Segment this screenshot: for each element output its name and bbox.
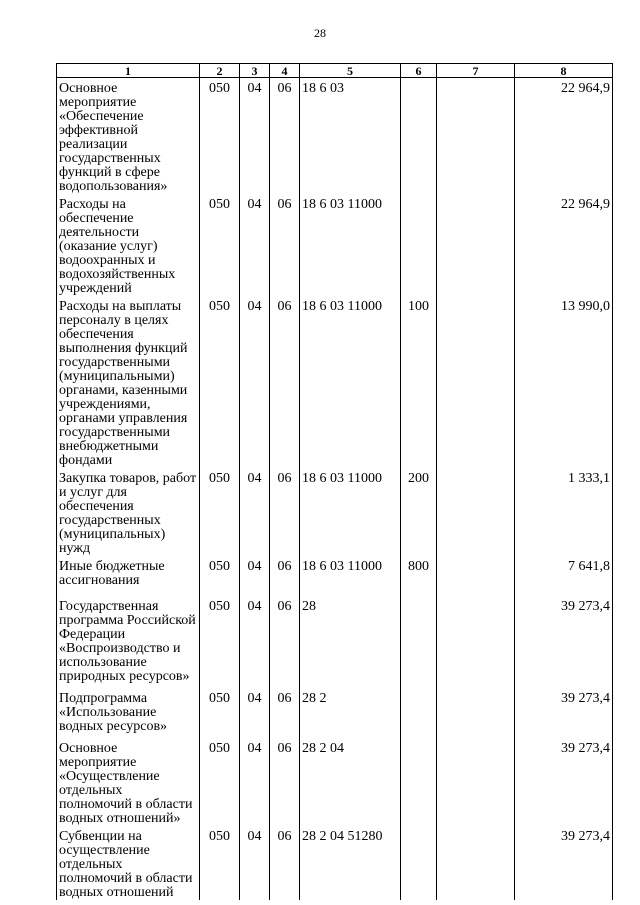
row-vr <box>401 826 437 900</box>
row-name: Подпрограмма «Использование водных ресурсов» <box>57 688 200 738</box>
row-sum: 39 273,4 <box>515 596 613 688</box>
table-row <box>57 556 613 596</box>
row-col7 <box>437 78 515 195</box>
row-csr: 28 <box>300 596 401 688</box>
row-ministry: 050 <box>200 826 240 900</box>
header-cell: 8 <box>515 64 613 78</box>
row-subsection: 06 <box>270 194 300 296</box>
row-csr: 18 6 03 11000 <box>300 194 401 296</box>
row-col7 <box>437 468 515 556</box>
row-csr: 18 6 03 11000 <box>300 468 401 556</box>
row-name: Иные бюджетные ассигнования <box>57 556 200 596</box>
row-col7 <box>437 738 515 826</box>
row-sum: 39 273,4 <box>515 826 613 900</box>
row-col7 <box>437 826 515 900</box>
row-name: Основное мероприятие «Осуществление отдельных полномочий в области водных отношений» <box>57 738 200 826</box>
row-col7 <box>437 688 515 738</box>
row-section: 04 <box>240 468 270 556</box>
row-vr: 200 <box>401 468 437 556</box>
row-ministry: 050 <box>200 596 240 688</box>
row-sum: 13 990,0 <box>515 296 613 468</box>
row-ministry: 050 <box>200 738 240 826</box>
row-subsection: 06 <box>270 596 300 688</box>
row-sum: 1 333,1 <box>515 468 613 556</box>
row-csr: 18 6 03 11000 <box>300 296 401 468</box>
row-col7 <box>437 596 515 688</box>
row-subsection: 06 <box>270 688 300 738</box>
row-col7 <box>437 296 515 468</box>
header-cell: 5 <box>300 64 401 78</box>
header-row <box>57 64 613 78</box>
row-csr: 28 2 04 51280 <box>300 826 401 900</box>
table-row <box>57 78 613 195</box>
row-vr <box>401 688 437 738</box>
row-subsection: 06 <box>270 556 300 596</box>
row-section: 04 <box>240 738 270 826</box>
row-subsection: 06 <box>270 468 300 556</box>
row-section: 04 <box>240 688 270 738</box>
row-ministry: 050 <box>200 556 240 596</box>
table-row <box>57 296 613 468</box>
row-name: Государственная программа Российской Федерации «Воспроизводство и использование природных ресурсов» <box>57 596 200 688</box>
row-vr <box>401 78 437 195</box>
row-subsection: 06 <box>270 826 300 900</box>
row-csr: 18 6 03 11000 <box>300 556 401 596</box>
row-csr: 28 2 <box>300 688 401 738</box>
row-name: Расходы на выплаты персоналу в целях обеспечения выполнения функций государственными (муниципальными) органами, казенными учреждениями, органами управления государственными внебюджетными фондами <box>57 296 200 468</box>
table-row <box>57 596 613 688</box>
header-cell: 4 <box>270 64 300 78</box>
page-number: 28 <box>314 26 326 40</box>
header-cell: 3 <box>240 64 270 78</box>
row-csr: 28 2 04 <box>300 738 401 826</box>
table-row <box>57 688 613 738</box>
row-vr <box>401 194 437 296</box>
row-section: 04 <box>240 556 270 596</box>
row-subsection: 06 <box>270 738 300 826</box>
row-section: 04 <box>240 596 270 688</box>
row-ministry: 050 <box>200 688 240 738</box>
table-row <box>57 194 613 296</box>
header-cell: 1 <box>57 64 200 78</box>
row-section: 04 <box>240 826 270 900</box>
row-vr <box>401 596 437 688</box>
row-ministry: 050 <box>200 468 240 556</box>
row-sum: 39 273,4 <box>515 738 613 826</box>
row-subsection: 06 <box>270 296 300 468</box>
table-row <box>57 826 613 900</box>
row-csr: 18 6 03 <box>300 78 401 195</box>
row-col7 <box>437 194 515 296</box>
table-row <box>57 468 613 556</box>
row-vr: 100 <box>401 296 437 468</box>
row-name: Субвенции на осуществление отдельных полномочий в области водных отношений <box>57 826 200 900</box>
header-cell: 7 <box>437 64 515 78</box>
row-sum: 39 273,4 <box>515 688 613 738</box>
row-sum: 22 964,9 <box>515 194 613 296</box>
row-sum: 7 641,8 <box>515 556 613 596</box>
row-name: Расходы на обеспечение деятельности (оказание услуг) водоохранных и водохозяйственных учреждений <box>57 194 200 296</box>
row-subsection: 06 <box>270 78 300 195</box>
header-cell: 2 <box>200 64 240 78</box>
header-cell: 6 <box>401 64 437 78</box>
row-vr <box>401 738 437 826</box>
row-name: Закупка товаров, работ и услуг для обеспечения государственных (муниципальных) нужд <box>57 468 200 556</box>
row-ministry: 050 <box>200 78 240 195</box>
row-section: 04 <box>240 78 270 195</box>
row-ministry: 050 <box>200 296 240 468</box>
row-section: 04 <box>240 194 270 296</box>
row-name: Основное мероприятие «Обеспечение эффективной реализации государственных функций в сфере водопользования» <box>57 78 200 195</box>
row-sum: 22 964,9 <box>515 78 613 195</box>
row-ministry: 050 <box>200 194 240 296</box>
budget-table <box>56 63 613 900</box>
row-col7 <box>437 556 515 596</box>
row-section: 04 <box>240 296 270 468</box>
row-vr: 800 <box>401 556 437 596</box>
table-row <box>57 738 613 826</box>
